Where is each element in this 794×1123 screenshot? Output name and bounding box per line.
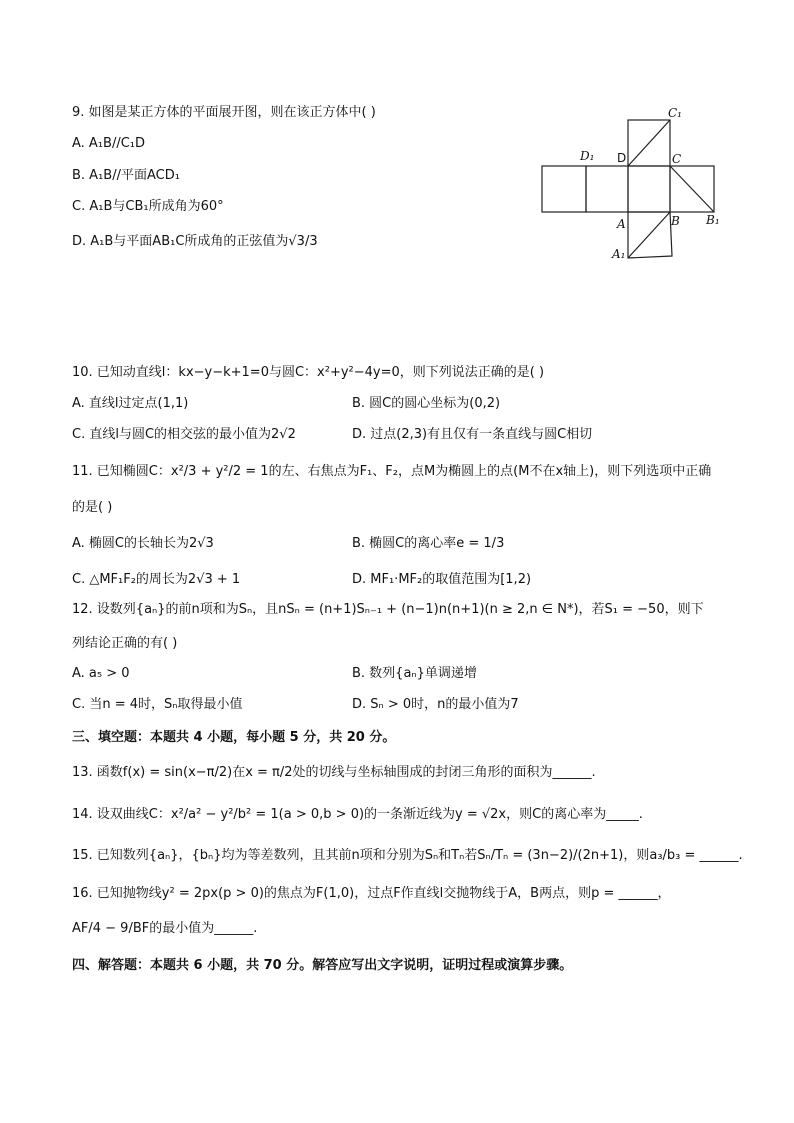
q12-stem-cont: 列结论正确的有( ) — [72, 636, 178, 651]
diagonal-a1b — [628, 212, 670, 258]
q16-stem: 16. 已知抛物线y² = 2px(p > 0)的焦点为F(1,0)，过点F作直线l交抛物线于A，B两点，则p = ______， — [72, 886, 671, 901]
net-square-1 — [542, 166, 586, 212]
q10-option-b: B. 圆C的圆心坐标为(0,2) — [352, 396, 501, 411]
q10-option-c: C. 直线l与圆C的相交弦的最小值为2√2 — [72, 427, 296, 442]
q16-stem-cont: AF/4 − 9/BF的最小值为______. — [72, 921, 258, 936]
q9-option-d: D. A₁B与平面AB₁C所成角的正弦值为√3/3 — [72, 234, 318, 249]
q9-option-b: B. A₁B//平面ACD₁ — [72, 168, 180, 183]
q12-option-b: B. 数列{aₙ}单调递增 — [352, 666, 477, 681]
q14-stem: 14. 设双曲线C：x²/a² − y²/b² = 1(a > 0,b > 0)的一条渐近线为y = √2x，则C的离心率为_____. — [72, 807, 643, 822]
label-d1: D₁ — [580, 149, 595, 163]
label-b: B — [671, 214, 680, 228]
label-a1: A₁ — [612, 247, 626, 261]
label-b1: B₁ — [706, 213, 720, 227]
q10-stem: 10. 已知动直线l：kx−y−k+1=0与圆C：x²+y²−4y=0，则下列说法正确的是( ) — [72, 365, 545, 380]
net-square-center — [628, 166, 670, 212]
q13-stem: 13. 函数f(x) = sin(x−π/2)在x = π/2处的切线与坐标轴围成的封闭三角形的面积为______. — [72, 765, 596, 780]
q11-option-a: A. 椭圆C的长轴长为2√3 — [72, 536, 214, 551]
diagonal-cb1 — [670, 166, 714, 212]
cube-net-svg — [530, 100, 730, 270]
q15-stem: 15. 已知数列{aₙ}，{bₙ}均为等差数列，且其前n项和分别为Sₙ和Tₙ若Sₙ/Tₙ = (3n−2)/(2n+1)，则a₃/b₃ = ______. — [72, 848, 743, 863]
section-3-heading: 三、填空题：本题共 4 小题，每小题 5 分，共 20 分。 — [72, 730, 396, 745]
q12-option-c: C. 当n = 4时，Sₙ取得最小值 — [72, 697, 243, 712]
label-a: A — [617, 217, 626, 231]
q9-stem: 9. 如图是某正方体的平面展开图，则在该正方体中( ) — [72, 105, 376, 120]
q9-option-a: A. A₁B//C₁D — [72, 136, 146, 151]
q10-option-d: D. 过点(2,3)有且仅有一条直线与圆C相切 — [352, 427, 593, 442]
q9-option-c: C. A₁B与CB₁所成角为60° — [72, 199, 224, 214]
diagonal-dc1 — [628, 120, 670, 166]
q11-stem: 11. 已知椭圆C：x²/3 + y²/2 = 1的左、右焦点为F₁、F₂，点M为椭圆上的点(M不在x轴上)，则下列选项中正确 — [72, 464, 712, 479]
q11-stem-cont: 的是( ) — [72, 500, 113, 515]
label-d: D — [617, 151, 627, 165]
q12-stem: 12. 设数列{aₙ}的前n项和为Sₙ，且nSₙ = (n+1)Sₙ₋₁ + (n−1)n(n+1)(n ≥ 2,n ∈ N*)，若S₁ = −50，则下 — [72, 602, 704, 617]
q12-option-a: A. a₅ > 0 — [72, 666, 130, 681]
q12-option-d: D. Sₙ > 0时，n的最小值为7 — [352, 697, 519, 712]
q11-option-c: C. △MF₁F₂的周长为2√3 + 1 — [72, 572, 241, 587]
q11-option-b: B. 椭圆C的离心率e = 1/3 — [352, 536, 505, 551]
q10-option-a: A. 直线l过定点(1,1) — [72, 396, 189, 411]
section-4-heading: 四、解答题：本题共 6 小题，共 70 分。解答应写出文字说明，证明过程或演算步骤。 — [72, 958, 573, 973]
label-c1: C₁ — [668, 106, 682, 120]
net-square-2 — [586, 166, 628, 212]
cube-net-figure — [530, 100, 730, 270]
label-c: C — [672, 152, 682, 166]
q11-option-d: D. MF₁·MF₂的取值范围为[1,2) — [352, 572, 532, 587]
